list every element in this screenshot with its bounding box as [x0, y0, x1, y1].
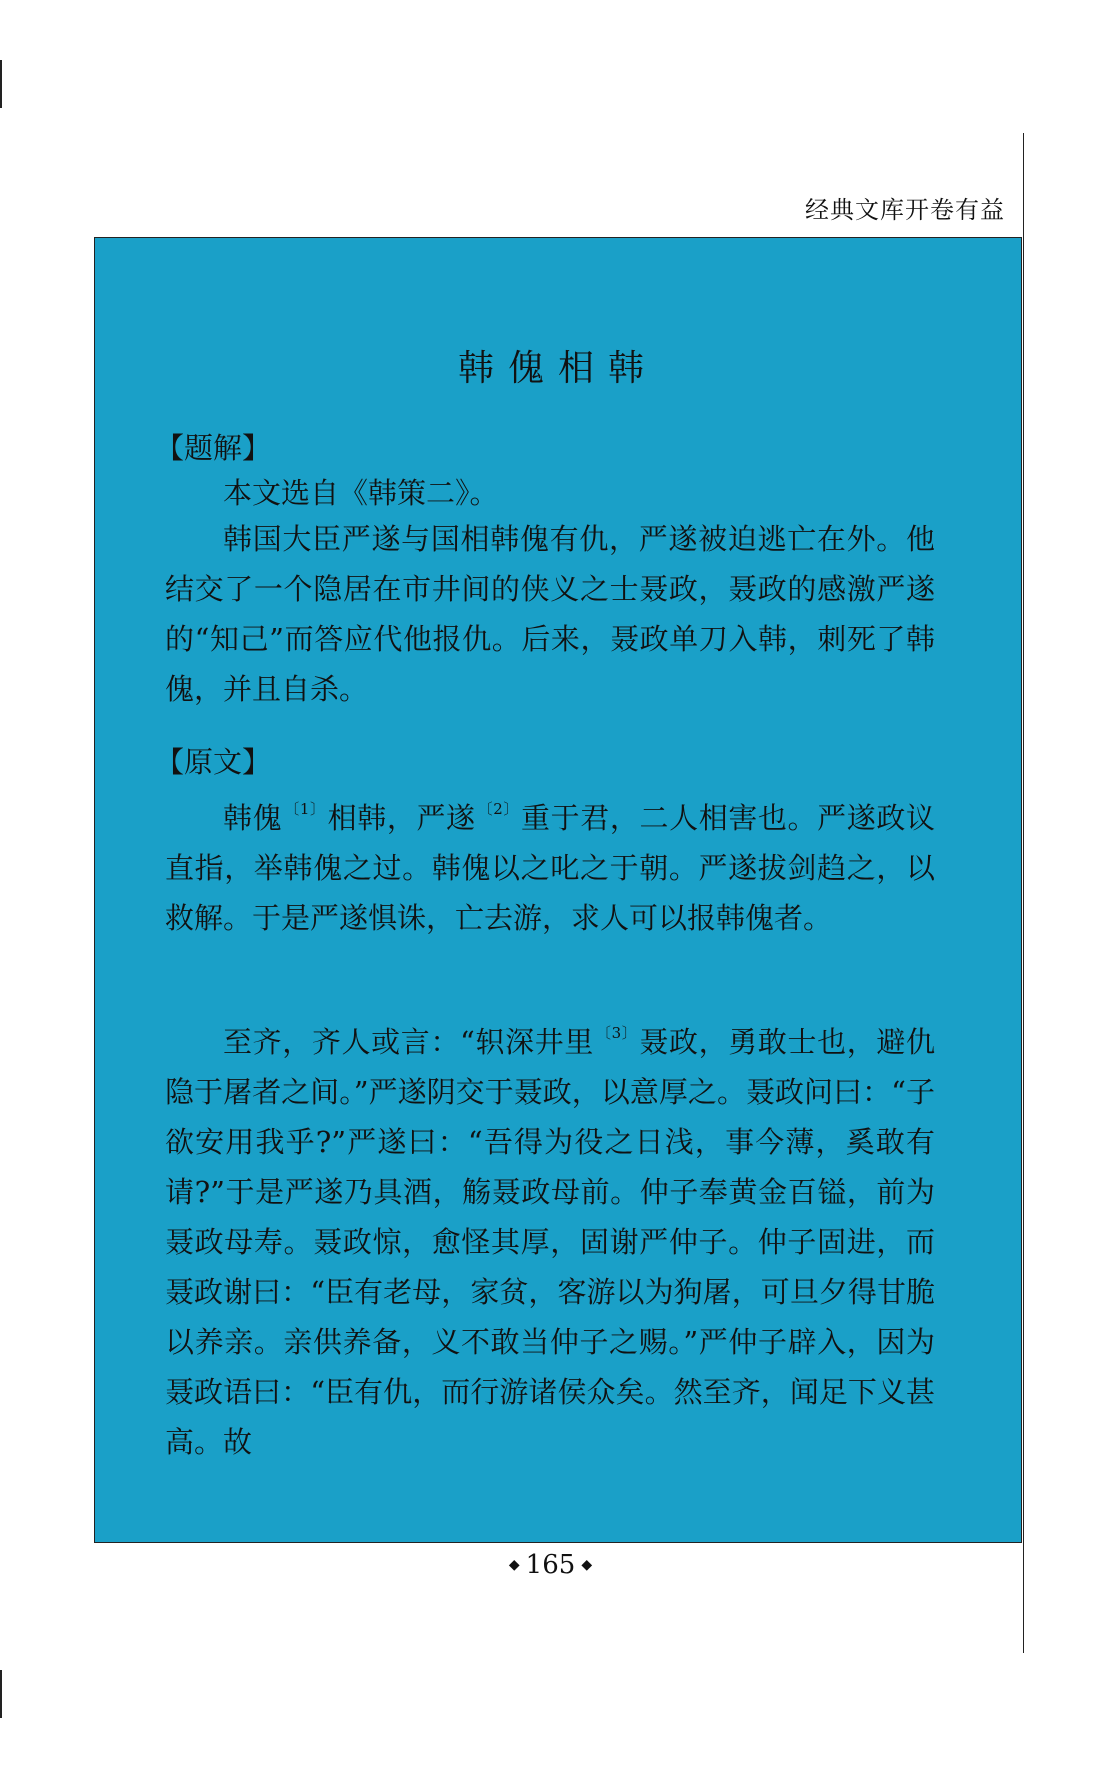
p1-text-c: 重于君，二人相害也。严遂政议直指，举韩傀之过。韩傀以之叱之于朝。严遂拔剑趋之，以救解。于是严遂惧诛，亡去游，求人可以报韩傀者。	[165, 801, 935, 935]
text-heading: 【原文】	[155, 745, 272, 779]
footnote-marker-1: 〔1〕	[284, 800, 326, 818]
page-number: 165	[525, 1550, 576, 1580]
crop-mark-bottom-left	[0, 1670, 2, 1718]
intro-paragraph-1: 本文选自《韩策二》。	[223, 476, 499, 510]
original-text-paragraph-1	[165, 784, 935, 943]
margin-rule-right	[1023, 133, 1024, 1653]
crop-mark-top-left	[0, 60, 2, 108]
p2-text-b: 聂政，勇敢士也，避仇隐于屠者之间。”严遂阴交于聂政，以意厚之。聂政问曰：“子欲安用我乎?”严遂曰：“吾得为役之日浅，事今薄，奚敢有请?”于是严遂乃具酒，觞聂政母前。仲子奉黄金百镒，前为聂政母寿。聂政惊，愈怪其厚，固谢严仲子。仲子固进，而聂政谢曰：“臣有老母，家贫，客游以为狗屠，可旦夕得甘脆以养亲。亲供养备，义不敢当仲子之赐。”严仲子辟入，因为聂政语曰：“臣有仇，而行游诸侯众矣。然至齐，闻足下义甚高。故	[165, 1025, 935, 1459]
p1-text-a: 韩傀	[223, 801, 283, 835]
article-title: 韩傀相韩	[457, 348, 658, 389]
page-footer	[0, 1550, 1101, 1580]
ornament-left: ◆	[508, 1557, 520, 1573]
footnote-marker-3: 〔3〕	[595, 1024, 638, 1042]
intro-heading: 【题解】	[155, 431, 272, 465]
original-text-paragraph-2	[165, 1008, 935, 1467]
p2-text-a: 至齐，齐人或言：“轵深井里	[223, 1025, 594, 1059]
series-title: 经典文库开卷有益	[805, 196, 1005, 224]
ornament-right: ◆	[581, 1557, 593, 1573]
footnote-marker-2: 〔2〕	[477, 800, 520, 818]
intro-paragraph-2: 韩国大臣严遂与国相韩傀有仇，严遂被迫逃亡在外。他结交了一个隐居在市井间的侠义之士聂政，聂政的感激严遂的“知己”而答应代他报仇。后来，聂政单刀入韩，刺死了韩傀，并且自杀。	[165, 522, 935, 706]
p1-text-b: 相韩，严遂	[327, 801, 476, 835]
content-panel	[94, 237, 1022, 1543]
